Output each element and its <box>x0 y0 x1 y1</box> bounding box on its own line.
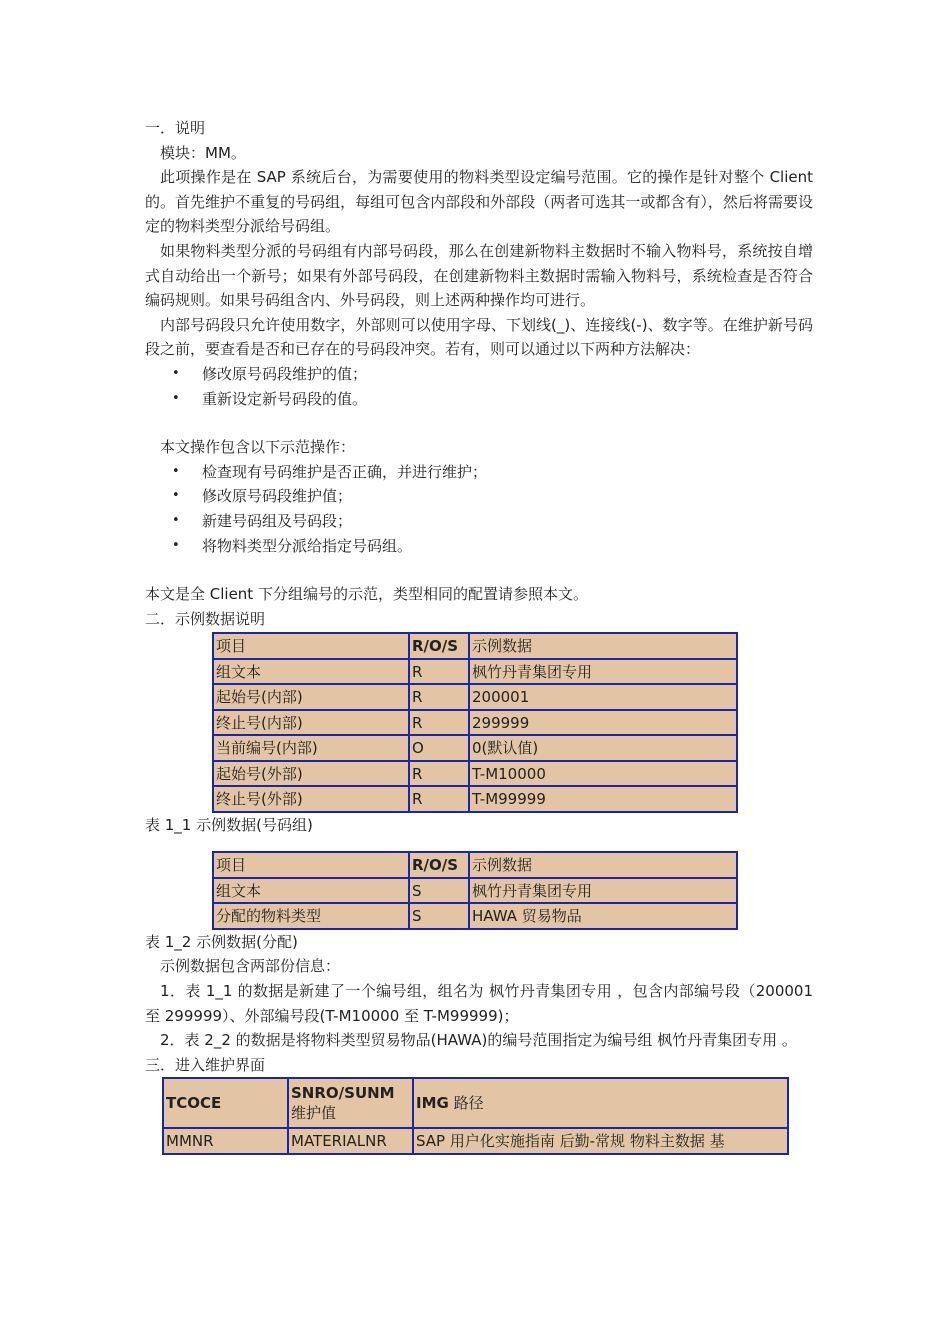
table-header-cell: 项目 <box>213 633 409 659</box>
table-header-cell: 项目 <box>213 852 409 878</box>
table-cell: 组文本 <box>213 878 409 904</box>
section1-paragraph-2: 如果物料类型分派的号码组有内部号码段，那么在创建新物料主数据时不输入物料号，系统按自增式自动给出一个新号；如果有外部号码段，在创建新物料主数据时需输入物料号，系统检查是否符合编码规则。如果号码组含内、外号码段，则上述两种操作均可进行。 <box>145 241 813 310</box>
table-cell: 起始号(外部) <box>213 761 409 787</box>
table-cell: 0(默认值) <box>469 735 737 761</box>
table-header-cell: R/O/S <box>409 633 469 659</box>
header-part: 路径 <box>448 1094 484 1113</box>
table-header-cell: R/O/S <box>409 852 469 878</box>
section2-paragraph-3: 2．表 2_2 的数据是将物料类型贸易物品(HAWA)的编号范围指定为编号组 枫竹丹青集团专用 。 <box>160 1031 797 1050</box>
table-header-cell <box>413 1078 788 1128</box>
table-header-cell <box>288 1078 413 1128</box>
section2-paragraph-2: 1．表 1_1 的数据是新建了一个编号组，组名为 枫竹丹青集团专用 ，包含内部编号段（200001 至 299999）、外部编号段(T-M10000 至 T-M99999)； <box>145 982 813 1025</box>
table-cell: 200001 <box>469 684 737 710</box>
section2-heading: 二．示例数据说明 <box>145 609 266 628</box>
table-cell: T-M10000 <box>469 761 737 787</box>
table-row <box>213 684 737 710</box>
table-cell: R <box>409 761 469 787</box>
section1-paragraph-3: 内部号码段只允许使用数字，外部则可以使用字母、下划线(_)、连接线(-)、数字等。在维护新号码段之前，要查看是否和已存在的号码段冲突。若有，则可以通过以下两种方法解决： <box>145 315 813 359</box>
table-cell: R <box>409 786 469 812</box>
table-cell: 终止号(内部) <box>213 710 409 736</box>
table-row <box>213 903 737 929</box>
table-cell: R <box>409 659 469 685</box>
table-row <box>213 735 737 761</box>
section2-paragraph-1: 示例数据包含两部份信息： <box>160 957 341 976</box>
table-cell: 组文本 <box>213 659 409 685</box>
table-row <box>213 878 737 904</box>
table-cell: 终止号(外部) <box>213 786 409 812</box>
table-row <box>213 710 737 736</box>
resolution-list <box>145 362 813 411</box>
table-header-cell: TCOCE <box>163 1078 288 1128</box>
table-cell: 当前编号(内部) <box>213 735 409 761</box>
sample-data-table-1 <box>212 632 738 813</box>
table-cell: 分配的物料类型 <box>213 903 409 929</box>
header-line: SNRO/SUNM <box>291 1084 395 1103</box>
list-item: • 修改原号码段维护的值； <box>145 362 813 387</box>
table-cell: O <box>409 735 469 761</box>
list-item: • 新建号码组及号码段； <box>145 509 813 534</box>
document-page <box>145 116 813 1155</box>
list-item: • 检查现有号码维护是否正确，并进行维护； <box>145 460 813 485</box>
table-row <box>163 1128 788 1154</box>
table-cell: R <box>409 710 469 736</box>
list-item: • 重新设定新号码段的值。 <box>145 387 813 412</box>
sample-data-table-2 <box>212 851 738 930</box>
table-row <box>213 659 737 685</box>
table-cell: 枫竹丹青集团专用 <box>469 878 737 904</box>
operations-list <box>145 460 813 558</box>
header-line: 维护值 <box>291 1104 337 1123</box>
table-cell: R <box>409 684 469 710</box>
table-2-caption: 表 1_2 示例数据(分配) <box>145 932 298 951</box>
module-line: 模块：MM。 <box>160 143 246 162</box>
table-cell: MATERIALNR <box>288 1128 413 1154</box>
table-cell: 枫竹丹青集团专用 <box>469 659 737 685</box>
table-cell: T-M99999 <box>469 786 737 812</box>
section1-paragraph-1: 此项操作是在 SAP 系统后台，为需要使用的物料类型设定编号范围。它的操作是针对整个 Client 的。首先维护不重复的号码组，每组可包含内部段和外部段（两者可选其一或都含有），然后将需要设定的物料类型分派给号码组。 <box>145 168 813 236</box>
table-cell: S <box>409 903 469 929</box>
table-cell: HAWA 贸易物品 <box>469 903 737 929</box>
table-header-row <box>213 633 737 659</box>
section1-paragraph-4: 本文操作包含以下示范操作： <box>160 438 356 457</box>
section1-paragraph-5: 本文是全 Client 下分组编号的示范，类型相同的配置请参照本文。 <box>145 585 588 604</box>
table-header-row <box>163 1078 788 1128</box>
header-part: IMG <box>416 1094 449 1113</box>
table-header-cell: 示例数据 <box>469 852 737 878</box>
table-cell: MMNR <box>163 1128 288 1154</box>
table-header-cell: 示例数据 <box>469 633 737 659</box>
table-cell: 起始号(内部) <box>213 684 409 710</box>
table-1-caption: 表 1_1 示例数据(号码组) <box>145 815 313 834</box>
table-row <box>213 761 737 787</box>
table-cell: SAP 用户化实施指南 后勤-常规 物料主数据 基 <box>413 1128 788 1154</box>
list-item: • 修改原号码段维护值； <box>145 484 813 509</box>
table-header-row <box>213 852 737 878</box>
table-row <box>213 786 737 812</box>
list-item: • 将物料类型分派给指定号码组。 <box>145 534 813 559</box>
section3-heading: 三．进入维护界面 <box>145 1055 266 1074</box>
maintenance-entry-table <box>162 1077 789 1155</box>
table-cell: S <box>409 878 469 904</box>
section1-heading: 一．说明 <box>145 119 206 137</box>
table-cell: 299999 <box>469 710 737 736</box>
